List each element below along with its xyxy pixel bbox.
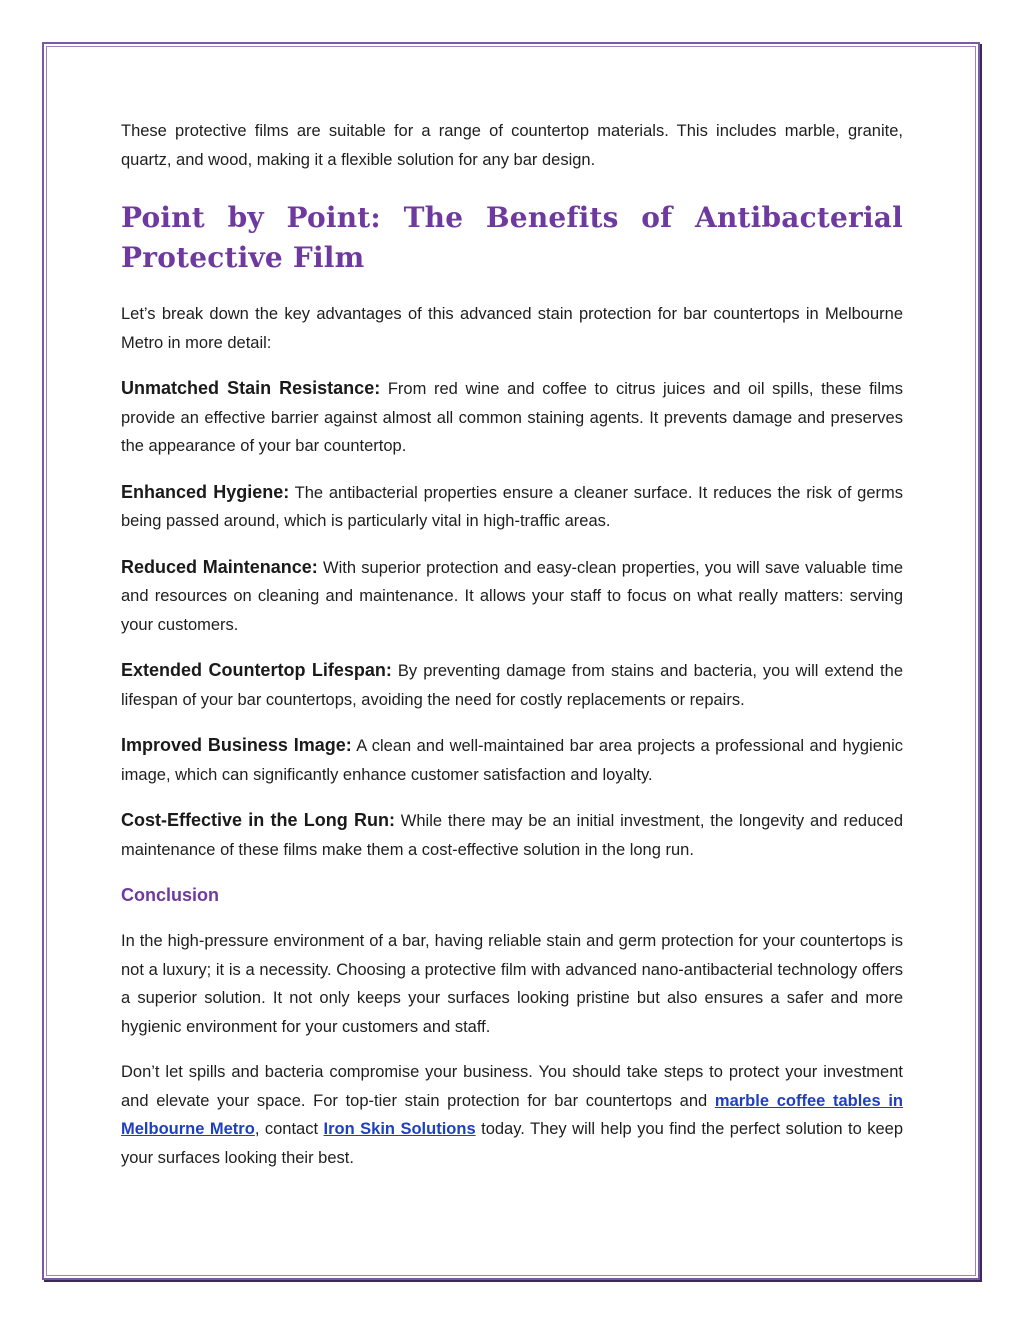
document-body: [121, 117, 903, 1189]
benefit-text: The antibacterial properties ensure a cleaner surface. It reduces the risk of germs being passed around, which is particularly vital in high-traffic areas.: [121, 483, 904, 530]
benefit-item: [121, 553, 903, 640]
benefit-title: Improved Business Image:: [121, 735, 352, 755]
benefit-title: Reduced Maintenance:: [121, 556, 318, 577]
benefit-title: Enhanced Hygiene:: [121, 481, 290, 502]
section-intro-paragraph: Let’s break down the key advantages of this advanced stain protection for bar countertops in Melbourne Metro in more detail:: [121, 305, 903, 352]
benefit-item: [121, 478, 903, 536]
benefit-item: [121, 806, 903, 864]
benefit-text: From red wine and coffee to citrus juices and oil spills, these films provide an effective barrier against almost all common staining agents. It prevents damage and preserves the appearance of your bar countertop.: [121, 380, 903, 455]
benefit-title: Cost-Effective in the Long Run:: [121, 810, 395, 830]
intro-paragraph: These protective films are suitable for a range of countertop materials. This includes marble, granite, quartz, and wood, making it a flexible solution for any bar design.: [121, 122, 903, 169]
benefit-item: [121, 731, 903, 789]
section-heading: Point by Point: The Benefits of Antibacterial Protective Film: [121, 201, 903, 274]
benefit-title: Unmatched Stain Resistance:: [121, 378, 381, 398]
benefit-title: Extended Countertop Lifespan:: [121, 660, 392, 680]
conclusion-heading: Conclusion: [121, 885, 219, 905]
closing-text-start: Don’t let spills and bacteria compromise your business. You should take steps to protect your investment and elevate your space. For top-tier stain protection for bar countertops and: [121, 1063, 903, 1110]
benefit-text: While there may be an initial investment, the longevity and reduced maintenance of these films make them a cost-effective solution in the long run.: [121, 812, 903, 859]
benefit-text: A clean and well-maintained bar area projects a professional and hygienic image, which can significantly enhance customer satisfaction and loyalty.: [121, 737, 903, 784]
benefit-item: [121, 374, 903, 461]
marble-coffee-tables-link[interactable]: marble coffee tables in Melbourne Metro: [121, 1091, 904, 1138]
benefit-text: By preventing damage from stains and bacteria, you will extend the lifespan of your bar countertops, avoiding the need for costly replacements or repairs.: [121, 662, 903, 709]
closing-text-middle: , contact: [254, 1120, 324, 1138]
closing-paragraph: [121, 1058, 903, 1172]
iron-skin-solutions-link[interactable]: Iron Skin Solutions: [323, 1120, 476, 1138]
closing-text-end: today. They will help you find the perfect solution to keep your surfaces looking their best.: [121, 1120, 904, 1167]
benefit-text: With superior protection and easy-clean properties, you will save valuable time and resources on cleaning and maintenance. It allows your staff to focus on what really matters: serving your customers.: [121, 558, 903, 634]
conclusion-paragraph: In the high-pressure environment of a bar, having reliable stain and germ protection for your countertops is not a luxury; it is a necessity. Choosing a protective film with advanced nano-antibacterial technology offers a superior solution. It not only keeps your surfaces looking pristine but also ensures a safer and more hygienic environment for your customers and staff.: [121, 932, 903, 1036]
benefit-item: [121, 656, 903, 714]
